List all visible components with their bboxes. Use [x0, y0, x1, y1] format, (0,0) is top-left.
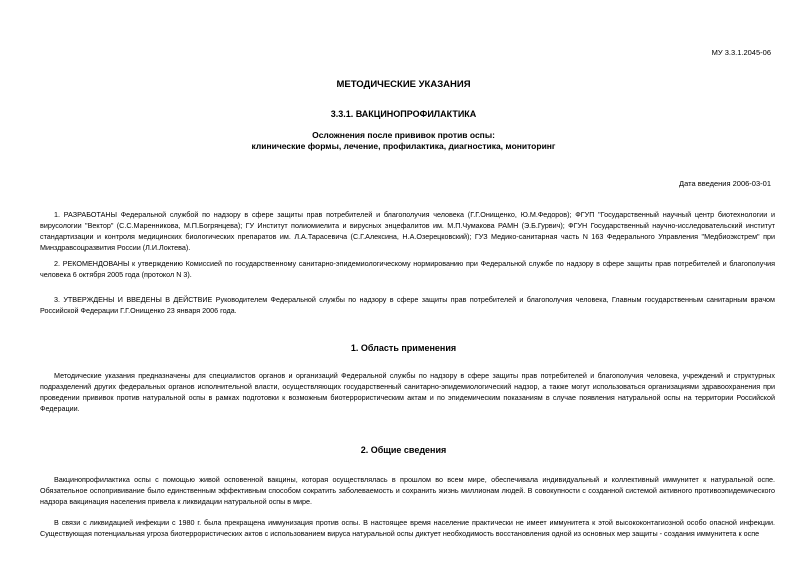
paragraph-general-2: В связи с ликвидацией инфекции с 1980 г. была прекращена иммунизация против оспы. В настоящее время население практически не имеет иммунитета к этой высококонтагиозной особо опасной инфекции. Существующая потенциальная угроза биотеррористических актов с использованием вируса натуральной оспы диктует необходимость восстановления одной из основных мер защиты - создания иммунитета к оспе [40, 518, 775, 538]
document-code: МУ 3.3.1.2045-06 [711, 48, 771, 57]
section-title: 3.3.1. ВАКЦИНОПРОФИЛАКТИКА [330, 109, 477, 119]
subtitle-line-1: Осложнения после прививок против оспы: [312, 130, 495, 140]
subtitle-line-2: клинические формы, лечение, профилактика, диагностика, мониторинг [251, 141, 556, 151]
paragraph-recommended: 2. РЕКОМЕНДОВАНЫ к утверждению Комиссией по государственному санитарно-эпидемиологическому нормированию при Федеральной службе по надзору в сфере защиты прав потребителей и благополучия человека 6 октября 2005 года (протокол N 3). [40, 259, 775, 279]
paragraph-scope: Методические указания предназначены для специалистов органов и организаций Федеральной службы по надзору в сфере защиты прав потребителей и благополучия человека, учреждений и структурных подразделений других федеральных органов исполнительной власти, осуществляющих государственный санитарно-эпидемиологический надзор, а также могут использоваться организациями здравоохранения при проведении прививок против натуральной оспы в рамках подготовки к возможным биотеррористическим актам и по эпидемическим показаниям в случае появления натуральной оспы на территории Российской Федерации. [40, 371, 775, 413]
document-title: МЕТОДИЧЕСКИЕ УКАЗАНИЯ [336, 79, 471, 90]
paragraph-developed-by: 1. РАЗРАБОТАНЫ Федеральной службой по надзору в сфере защиты прав потребителей и благополучия человека (Г.Г.Онищенко, Ю.М.Федоров); ФГУП "Государственный научный центр биотехнологии и вирусологии "Вектор" (С.С.Маренникова, М.П.Богрянцева); ГУ Институт полиомиелита и вирусных энцефалитов им. М.П.Чумакова РАМН (Э.Б.Гурвич); ФГУН Государственный научно-исследовательский институт стандартизации и контроля медицинских биологических препаратов им. Л.А.Тарасевича (С.Г.Алексина, Н.А.Озерецковский); ГУЗ Медико-санитарная часть N 163 Федерального Управления "Медбиоэкстрем" при Минздравсоцразвития России (Л.И.Локтева). [40, 210, 775, 252]
heading-scope: 1. Область применения [350, 343, 457, 353]
document-subtitle [0, 130, 807, 152]
paragraph-general-1: Вакцинопрофилактика оспы с помощью живой осповенной вакцины, которая осуществлялась в прошлом во всем мире, обеспечивала индивидуальный и коллективный иммунитет к натуральной оспе. Обязательное оспопрививание было единственным эффективным способом сократить заболеваемость и сохранить жизнь миллионам людей. В совокупности с созданной системой активного противоэпидемического надзора вакцинация населения привела к ликвидации натуральной оспы в мире. [40, 475, 775, 506]
heading-general-info: 2. Общие сведения [360, 445, 447, 455]
paragraph-approved: 3. УТВЕРЖДЕНЫ И ВВЕДЕНЫ В ДЕЙСТВИЕ Руководителем Федеральной службы по надзору в сфере защиты прав потребителей и благополучия человека, Главным государственным санитарным врачом Российской Федерации Г.Г.Онищенко 23 января 2006 года. [40, 295, 775, 315]
introduction-date: Дата введения 2006-03-01 [679, 179, 771, 188]
